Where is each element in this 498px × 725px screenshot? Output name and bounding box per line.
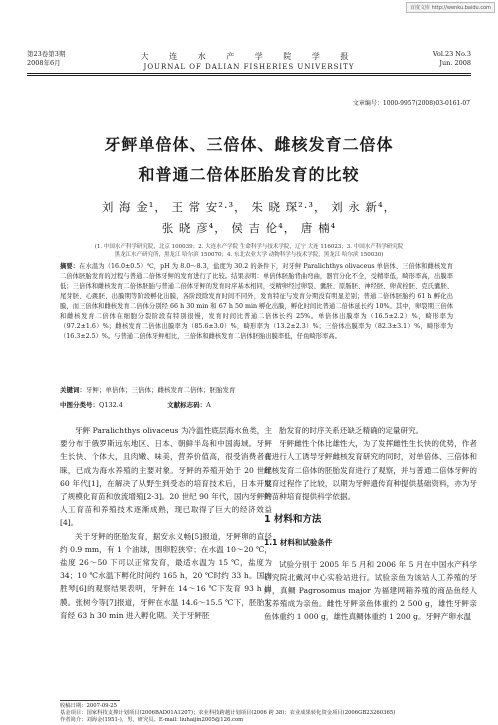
keywords xyxy=(60,385,453,394)
journal-header xyxy=(0,30,498,70)
keywords-text: 牙鲆；单倍体；三倍体；雌核发育二倍体；胚胎发育 xyxy=(86,386,236,394)
funding-note: 基金项目：国家科技支撑计划项目(2006BAD01A1207)；农业科技跨越计划项目(2006 跨 38)；农业成果转化资金项目(2006GB23260365) xyxy=(60,710,396,717)
abstract-text: 在水温为（16.0±0.5）℃，pH 为 8.0～8.3，盐度为 30.2 的条件下，对牙鲆 Paralichthys olivaceus 单倍体、三倍体和雌核发育二倍体胚胎发育的过程与普通二倍体牙鲆的发育进行了比较。结果表明：单倍体胚胎背曲弯曲，器官分化不全，受精率低，畸形率高，出膜率低；三倍体和雌核发育二倍体胚胎与普通二倍体牙鲆的发育时序基本相同，受精卵经过卵裂、囊胚、原肠胚、神经胚、卵黄栓胚、克氏囊胚、尾芽胚、心跳胚、出膜期等阶段孵化出膜，各阶段除发育时间不同外，发育特征与发育分期没有明显差别；普通二倍体胚胎约 61 h 孵化出膜，而三倍体和雌核发育二倍体分别经 66 h 30 min 和 67 h 50 min 孵化出膜，孵化时间比普通二倍体延长约 10%。其中，卵裂期三倍体和雌核发育二倍体在细胞分裂阶段有特别很慢，发育时间比普通二倍体长约 25%。单倍体出膜率为（16.5±2.2）%，畸形率为（97.2±1.6）%；雌核发育二倍体出膜率为（85.6±3.0）%，畸形率为（13.2±2.3）%；三倍体出膜率为（82.3±3.1）%，畸形率为（16.3±2.5）%。与普通二倍体牙鲆相比，三倍体和雌核发育二倍体胚胎出膜率低，仔鱼畸形率高。 xyxy=(60,263,453,340)
title-line-1: 牙鲆单倍体、三倍体、雌核发育二倍体 xyxy=(104,135,394,154)
body-paragraph: 牙鲆 Paralichthys olivaceus 为冷温性底层海水鱼类，主要分布于俄罗斯远东地区、日本、朝鲜半岛和中国海域。牙鲆生长快、个体大，且肉嫩、味美，营养价值高，很受消费者青睐，已成为海水养殖的主要对象。牙鲆的养殖开始于 20 世纪 60 年代[1]，在解决了从野生到受态的培育技术后，日本开展了规模化育苗和放流增殖[2-3]。20 世纪 90 年代，国内牙鲆的人工育苗和养殖技术逐渐成熟，现已取得了巨大的经济效益[4]。 xyxy=(60,426,272,528)
title-line-2: 和普通二倍体胚胎发育的比较 xyxy=(138,165,360,184)
date-en: Jun. 2008 xyxy=(439,59,471,67)
journal-name-en: JOURNAL OF DALIAN FISHERIES UNIVERSITY xyxy=(143,63,355,71)
received-date: 收稿日期：2007-09-25 xyxy=(60,703,118,709)
body-paragraph: 关于牙鲆的胚胎发育，据安永义畅[5]报道，牙鲆卵的直径约 0.9 mm，有 1 个油球，围卵腔狭窄；在水温 10～20 ℃，盐度 26～50 下可以正常发育，最适水温为 15 ℃，盐度为 34；10 ℃水温下孵化时间约 165 h，20 ℃时约 33 h。国内胜琴[6]的观察结果表明，牙鲆在 14～16 ℃下发育 93 h 出膜。张树今等[7]报道，牙鲆在水温 14.6～15.5 ℃下，胚胎发育经 63 h 30 min 进入孵化期。关于牙鲆胚 xyxy=(60,531,272,620)
body-paragraph: 牙鲆雌性个体比雄性大，为了发挥雌性生长快的优势，作者在进行人工诱导牙鲆雌核发育研究的同时，对单倍体、三倍体和雌核发育二倍体的胚胎发育进行了观察，并与普通二倍体牙鲆的发育过程作了比较，以期为牙鲆遗传育种提供基础资料，亦为牙鲆苗种培育提供科学依据。 xyxy=(264,439,477,502)
authors-line-1: 刘 海 金¹， 王 常 安²·³， 朱 晓 琛²·³， 刘 永 新⁴， xyxy=(101,200,397,214)
body-right-column xyxy=(264,424,477,624)
source-stamp: 百度文库 http://wenku.baidu.com xyxy=(406,2,495,13)
clc-value: Q132.4 xyxy=(99,401,123,409)
authors-line-2: 张 晓 彦⁴， 侯 吉 伦⁴， 唐 楠⁴ xyxy=(161,221,337,235)
volume-en: Vol.23 No.3 xyxy=(432,50,471,58)
abstract xyxy=(60,262,453,342)
doc-code-label: 文献标志码： xyxy=(167,401,207,409)
body-paragraph: 胎发育的时序关系还缺乏精确的定量研究。 xyxy=(279,426,424,435)
body-paragraph: 试验分别于 2005 年 5 月和 2006 年 5 月在中国水产科学研究院北戴河中心实验站进行。试验亲鱼为该站人工养殖的牙鲆，真鲷 Pagrosomus major 为福建网箱养殖的商品鱼经人工养殖成为亲鱼。雌性牙鲆亲鱼体重约 2 500 g，雄性牙鲆亲鱼体重约 1 000 g，雄性真鲷体重约 1 200 g。牙鲆产卵水温 xyxy=(264,559,477,622)
journal-name-cn: 大 连 水 产 学 院 学 报 xyxy=(140,52,358,61)
section-heading: 1 材料和方法 xyxy=(264,514,322,526)
affiliation-line-2: 黑龙江水产研究所，黑龙江 哈尔滨 150070；4. 东北农业大学 动物科学与技术学院，黑龙江 哈尔滨 150030) xyxy=(114,252,384,258)
footnote-rule xyxy=(60,700,120,701)
header-center xyxy=(0,51,498,71)
affiliation-line-1: (1. 中国水产科学研究院，北京 100039；2. 大连水产学院 生命科学与技术学院，辽宁 大连 116023；3. 中国水产科学研究院 xyxy=(94,244,404,250)
abstract-label: 摘要： xyxy=(60,263,80,270)
header-rule-thin xyxy=(27,75,471,76)
doc-code-value: A xyxy=(206,401,211,409)
clc-label: 中图分类号： xyxy=(60,401,99,409)
classification xyxy=(60,400,453,409)
article-number: 文章编号：1000-9957(2008)03-0161-07 xyxy=(352,100,470,107)
header-right xyxy=(433,50,471,68)
author-bio: 作者简介：刘海金(1951-)，男，研究员。E-mail: liuhaijin2005@126.com xyxy=(60,717,244,724)
keywords-label: 关键词： xyxy=(60,386,86,394)
date-cn: 2008年6月 xyxy=(27,59,61,67)
footnotes xyxy=(60,703,453,725)
header-rule xyxy=(27,73,471,74)
volume-cn: 第23卷第3期 xyxy=(27,50,66,58)
subsection-heading: 1.1 材料和试验条件 xyxy=(264,538,333,548)
body-left-column xyxy=(60,424,272,622)
affiliations xyxy=(50,243,448,259)
